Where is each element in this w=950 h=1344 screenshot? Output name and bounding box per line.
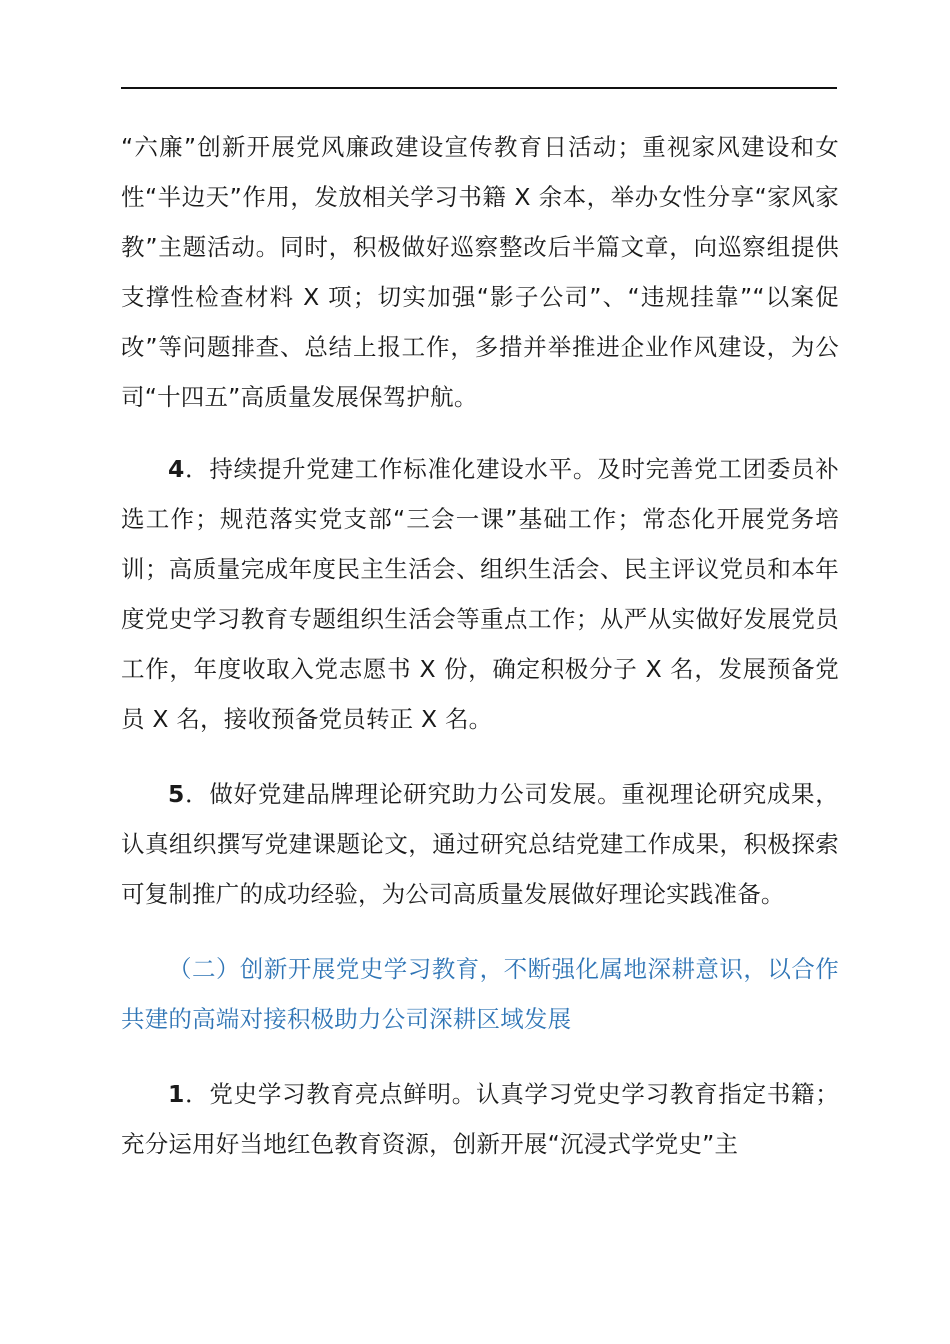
item-number: 1 — [168, 1080, 185, 1108]
paragraph-text: “六廉”创新开展党风廉政建设宣传教育日活动；重视家风建设和女性“半边天”作用，发放相关学习书籍 X 余本，举办女性分享“家风家教”主题活动。同时，积极做好巡察整改后半篇文章，向巡察组提供支撑性检查材料 X 项；切实加强“影子公司”、“违规挂靠”“以案促改”等问题排查、总结上报工作，多措并举推进企业作风建设，为公司“十四五”高质量发展保驾护航。 — [121, 133, 839, 411]
paragraph-item-4 — [121, 444, 839, 744]
paragraph-text: ．做好党建品牌理论研究助力公司发展。重视理论研究成果，认真组织撰写党建课题论文，通过研究总结党建工作成果，积极探索可复制推广的成功经验，为公司高质量发展做好理论实践准备。 — [121, 780, 839, 908]
heading-text: （二）创新开展党史学习教育，不断强化属地深耕意识，以合作共建的高端对接积极助力公司深耕区域发展 — [121, 955, 839, 1033]
document-body — [121, 122, 839, 1194]
item-number: 4 — [168, 455, 185, 483]
paragraph-item-1 — [121, 1069, 839, 1169]
paragraph-continuation — [121, 122, 839, 422]
paragraph-text: ．党史学习教育亮点鲜明。认真学习党史学习教育指定书籍；充分运用好当地红色教育资源，创新开展“沉浸式学党史”主 — [121, 1080, 839, 1158]
paragraph-text: ．持续提升党建工作标准化建设水平。及时完善党工团委员补选工作；规范落实党支部“三会一课”基础工作；常态化开展党务培训；高质量完成年度民主生活会、组织生活会、民主评议党员和本年度党史学习教育专题组织生活会等重点工作；从严从实做好发展党员工作，年度收取入党志愿书 X 份，确定积极分子 X 名，发展预备党员 X 名，接收预备党员转正 X 名。 — [121, 455, 839, 733]
section-heading — [121, 944, 839, 1044]
header-rule — [121, 87, 837, 89]
paragraph-item-5 — [121, 769, 839, 919]
item-number: 5 — [168, 780, 185, 808]
